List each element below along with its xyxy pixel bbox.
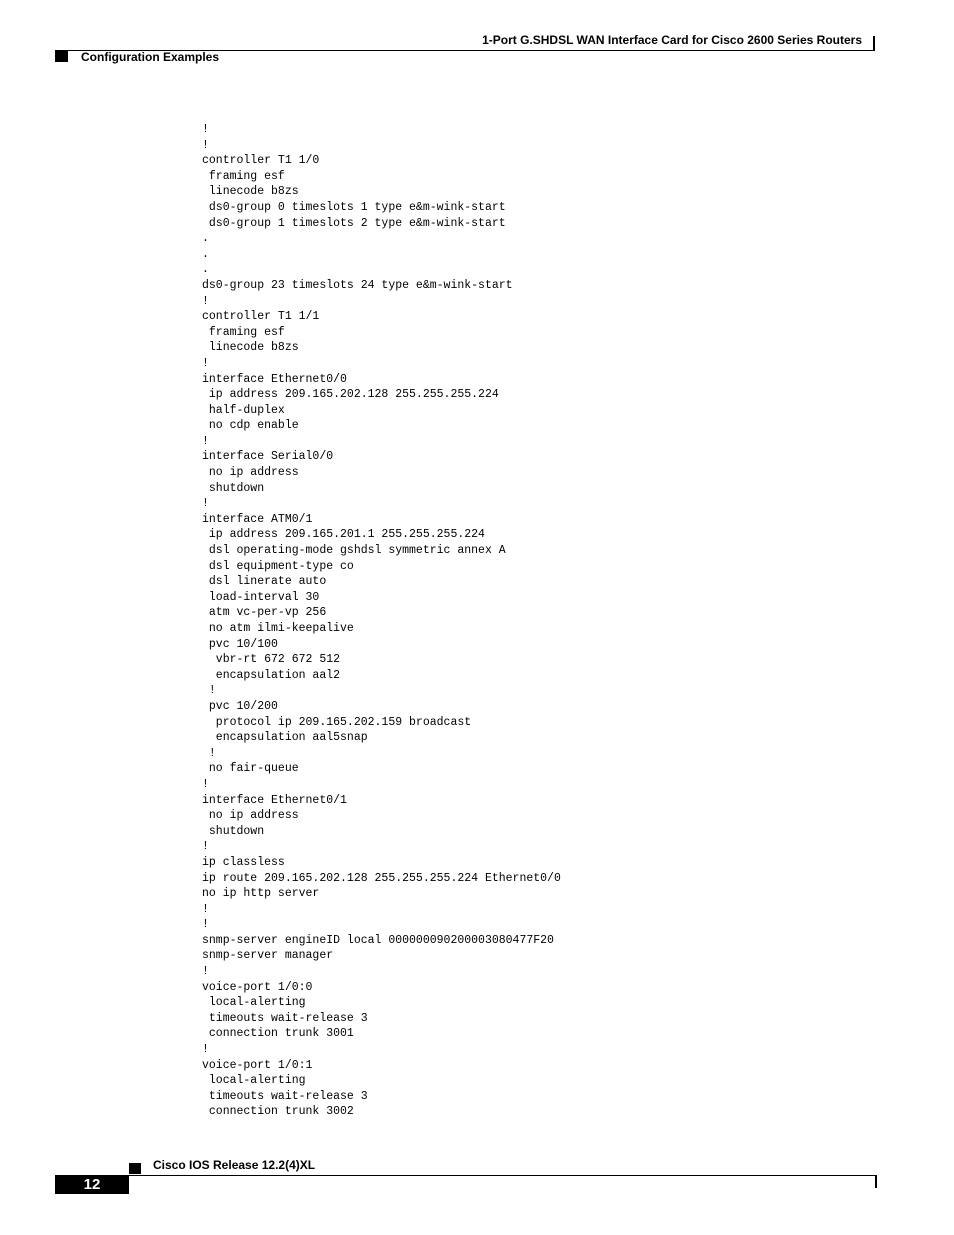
code-line: controller T1 1/1 [202,310,320,324]
code-line: interface Ethernet0/1 [202,793,347,807]
code-line: ! [202,918,209,932]
code-line: ! [202,497,209,511]
footer-rule [129,1175,877,1176]
code-line: framing esf [202,325,285,339]
code-line: protocol ip 209.165.202.159 broadcast [202,715,472,729]
code-line: . [202,263,209,277]
code-line: shutdown [202,481,265,495]
header-corner-mark [873,36,875,51]
section-marker [55,51,68,62]
code-line: linecode b8zs [202,341,299,355]
code-line: timeouts wait-release 3 [202,1089,368,1103]
code-line: no cdp enable [202,419,299,433]
code-line: ! [202,138,209,152]
code-line: . [202,232,209,246]
code-line: no ip address [202,466,299,480]
code-line: vbr-rt 672 672 512 [202,653,341,667]
code-line: no fair-queue [202,762,299,776]
release-label: Cisco IOS Release 12.2(4)XL [153,1158,316,1172]
code-line: framing esf [202,169,285,183]
code-line: encapsulation aal2 [202,668,341,682]
code-line: ip address 209.165.202.128 255.255.255.224 [202,388,499,402]
code-line: local-alerting [202,996,306,1010]
code-line: interface Ethernet0/0 [202,372,347,386]
code-line: ds0-group 23 timeslots 24 type e&m-wink-start [202,278,513,292]
code-line: linecode b8zs [202,185,299,199]
section-label: Configuration Examples [81,50,220,64]
page-number: 12 [55,1175,129,1194]
code-line: interface ATM0/1 [202,512,313,526]
code-line: dsl linerate auto [202,575,327,589]
code-line: ! [202,777,209,791]
code-line: ip route 209.165.202.128 255.255.255.224 Ethernet0/0 [202,871,561,885]
code-line: dsl equipment-type co [202,559,354,573]
configuration-code-listing [202,122,561,1120]
code-line: no ip address [202,809,299,823]
code-line: voice-port 1/0:0 [202,980,313,994]
code-line: ! [202,294,209,308]
running-header-title: 1-Port G.SHDSL WAN Interface Card for Cisco 2600 Series Routers [482,33,862,47]
code-line: no atm ilmi-keepalive [202,622,354,635]
code-line: connection trunk 3001 [202,1027,354,1041]
code-line: timeouts wait-release 3 [202,1011,368,1025]
code-line: ! [202,356,209,370]
code-line: ! [202,684,216,698]
code-line: ip classless [202,855,285,869]
code-line: connection trunk 3002 [202,1105,354,1119]
code-line: half-duplex [202,403,285,417]
code-line: . [202,247,209,261]
code-line: pvc 10/100 [202,637,278,651]
code-line: ds0-group 0 timeslots 1 type e&m-wink-start [202,200,506,214]
code-line: no ip http server [202,887,320,901]
code-line: interface Serial0/0 [202,450,334,464]
code-line: ! [202,746,216,760]
code-line: local-alerting [202,1074,306,1088]
code-line: atm vc-per-vp 256 [202,606,327,620]
code-line: dsl operating-mode gshdsl symmetric annex A [202,544,506,558]
code-line: ! [202,840,209,854]
code-line: ! [202,1043,209,1057]
code-line: shutdown [202,824,265,838]
code-line: ! [202,434,209,448]
code-line: snmp-server engineID local 000000090200003080477F20 [202,933,554,947]
code-line: controller T1 1/0 [202,154,320,168]
footer-marker [129,1163,141,1174]
code-line: load-interval 30 [202,590,320,604]
code-line: voice-port 1/0:1 [202,1058,313,1072]
code-line: ip address 209.165.201.1 255.255.255.224 [202,528,485,542]
code-line: ds0-group 1 timeslots 2 type e&m-wink-start [202,216,506,230]
code-line: ! [202,902,209,916]
code-line: snmp-server manager [202,949,334,963]
code-line: ! [202,965,209,979]
code-line: encapsulation aal5snap [202,731,368,745]
footer-corner-mark [875,1175,877,1188]
code-line: pvc 10/200 [202,699,278,713]
code-line: ! [202,123,209,136]
